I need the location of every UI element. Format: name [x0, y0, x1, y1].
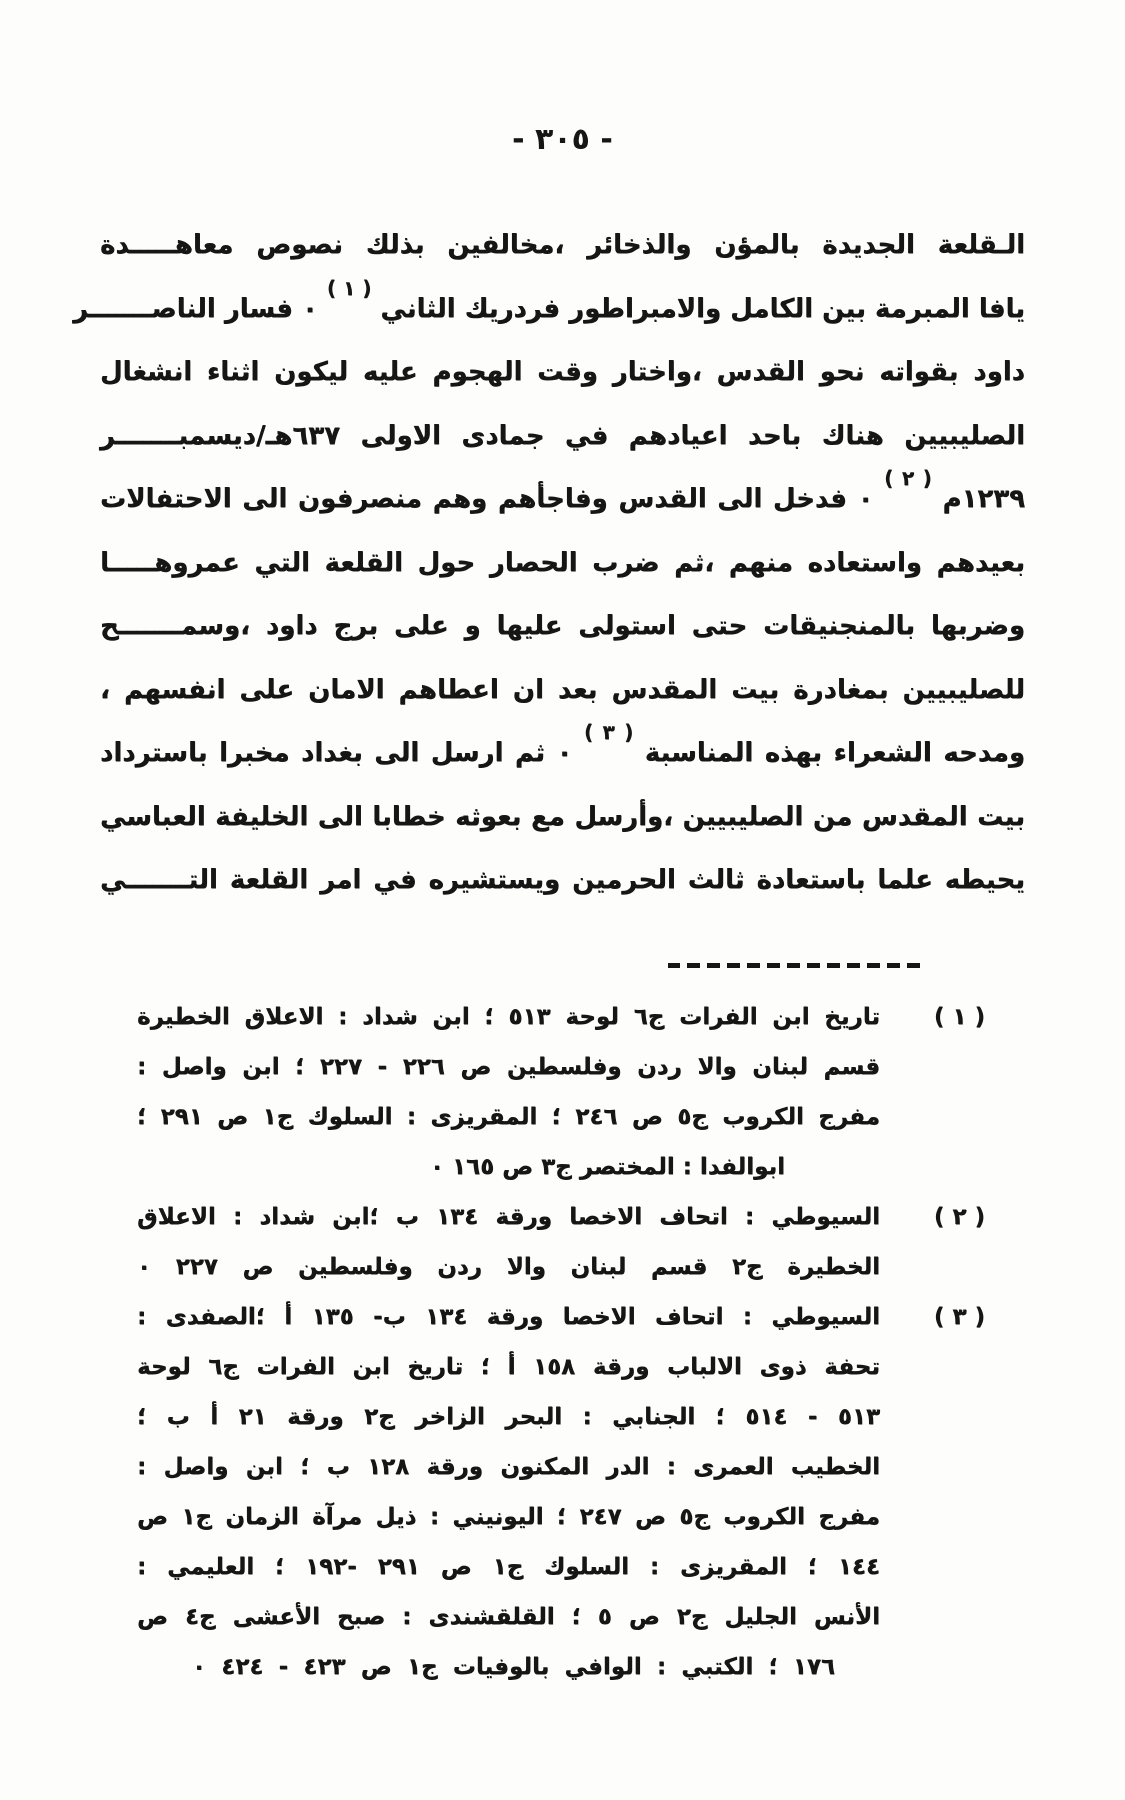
footnote-marker: ( ٣ ) — [933, 1304, 985, 1330]
footnote-line: السيوطي : اتحاف الاخصا ورقة ١٣٤ ب- ١٣٥ أ ؛الصفدى : — [137, 1304, 880, 1330]
body-line — [100, 786, 1025, 850]
body-line — [100, 659, 1025, 723]
footnote-marker: ( ١ ) — [933, 1004, 985, 1030]
body-line — [100, 214, 1025, 278]
body-line-text: ومدحه الشعراء بهذه المناسبة — [633, 738, 1025, 768]
footnote-line: ٥١٣ - ٥١٤ ؛ الجنابي : البحر الزاخر ج٢ ورقة ٢١ أ ب ؛ — [137, 1404, 881, 1430]
footnote-line: ١٧٦ ؛ الكتبي : الوافي بالوفيات ج١ ص ٤٢٣ - ٤٢٤ ٠ — [192, 1654, 836, 1680]
body-line — [100, 722, 1025, 786]
footnote-ref-1: ( ١ ) — [326, 275, 372, 300]
body-line — [100, 532, 1025, 596]
body-line-text: يافا المبرمة بين الكامل والامبراطور فردريك الثاني — [371, 293, 1025, 324]
footnotes-section — [137, 992, 985, 1692]
footnote-line: مفرج الكروب ج٥ ص ٢٤٧ ؛ اليونيني : ذيل مرآة الزمان ج١ ص — [137, 1504, 880, 1530]
body-line-text: ٠ ثم ارسل الى بغداد مخبرا باسترداد — [100, 738, 584, 768]
footnote-line: الخطيرة ج٢ قسم لبنان والا ردن وفلسطين ص ٢٢٧ ٠ — [137, 1254, 881, 1280]
footnote-item-1 — [137, 992, 985, 1192]
footnote-line: الخطيب العمرى : الدر المكنون ورقة ١٢٨ ب ؛ ابن واصل : — [137, 1454, 880, 1480]
footnote-line: السيوطي : اتحاف الاخصا ورقة ١٣٤ ب ؛ابن شداد : الاعلاق — [137, 1204, 880, 1230]
body-line — [100, 849, 1025, 913]
footnote-line: ١٤٤ ؛ المقريزى : السلوك ج١ ص ٢٩١ -١٩٢ ؛ العليمي : — [137, 1554, 880, 1580]
body-line-text: للصليبيين بمغادرة بيت المقدس بعد ان اعطاهم الامان على انفسهم ، — [100, 674, 1025, 705]
footnote-line: الأنس الجليل ج٢ ص ٥ ؛ القلقشندى : صبح الأعشى ج٤ ص — [137, 1604, 880, 1630]
body-line — [100, 468, 1025, 532]
footnote-line: تاريخ ابن الفرات ج٦ لوحة ٥١٣ ؛ ابن شداد : الاعلاق الخطيرة — [137, 1004, 880, 1030]
body-line-text: الـقلعة الجديدة بالمؤن والذخائر ،مخالفين بذلك نصوص معاهـــــدة — [100, 230, 1025, 260]
body-line-text: ٠ فدخل الى القدس وفاجأهم وهم منصرفون الى الاحتفالات — [100, 484, 885, 514]
body-line — [100, 405, 1025, 469]
footnote-line: قسم لبنان والا ردن وفلسطين ص ٢٢٦ - ٢٢٧ ؛ ابن واصل : — [137, 1054, 881, 1080]
body-line — [73, 275, 1025, 342]
body-line-text: يحيطه علما باستعادة ثالث الحرمين ويستشيره في امر القلعة التـــــــي — [100, 865, 1025, 895]
body-line-text: ١٢٣٩م — [931, 484, 1025, 514]
footnote-ref-3: ( ٣ ) — [583, 720, 634, 744]
body-line-text: وضربها بالمنجنيقات حتى استولى عليها و على برج داود ،وسمـــــــح — [100, 611, 1025, 641]
body-line-text: بعيدهم واستعاده منهم ،ثم ضرب الحصار حول القلعة التي عمروهـــــا — [100, 547, 1025, 578]
footnote-line: تحفة ذوى الالباب ورقة ١٥٨ أ ؛ تاريخ ابن الفرات ج٦ لوحة — [137, 1354, 880, 1380]
body-line-text: داود بقواته نحو القدس ،واختار وقت الهجوم عليه ليكون اثناء انشغال — [100, 357, 1025, 387]
body-paragraph — [73, 214, 1025, 913]
footnote-separator — [668, 963, 920, 968]
body-line-text: الصليبيين هناك باحد اعيادهم في جمادى الاولى ٦٣٧هـ/ديسمبـــــــر — [100, 420, 1025, 451]
body-line-text: بيت المقدس من الصليبيين ،وأرسل مع بعوثه خطابا الى الخليفة العباسي — [100, 801, 1025, 832]
footnote-item-2 — [137, 1192, 985, 1292]
footnote-line: ابوالفدا : المختصر ج٣ ص ١٦٥ ٠ — [429, 1154, 785, 1180]
footnote-ref-2: ( ٢ ) — [884, 466, 932, 490]
footnote-item-3 — [137, 1292, 985, 1692]
body-line — [100, 595, 1025, 659]
body-line-text: ٠ فسار الناصـــــــر — [73, 293, 327, 324]
footnote-marker: ( ٢ ) — [933, 1204, 985, 1230]
body-line — [100, 341, 1025, 405]
page-number: - ٣٠٥ - — [512, 122, 613, 157]
footnote-line: مفرج الكروب ج٥ ص ٢٤٦ ؛ المقريزى : السلوك ج١ ص ٢٩١ ؛ — [137, 1104, 880, 1130]
